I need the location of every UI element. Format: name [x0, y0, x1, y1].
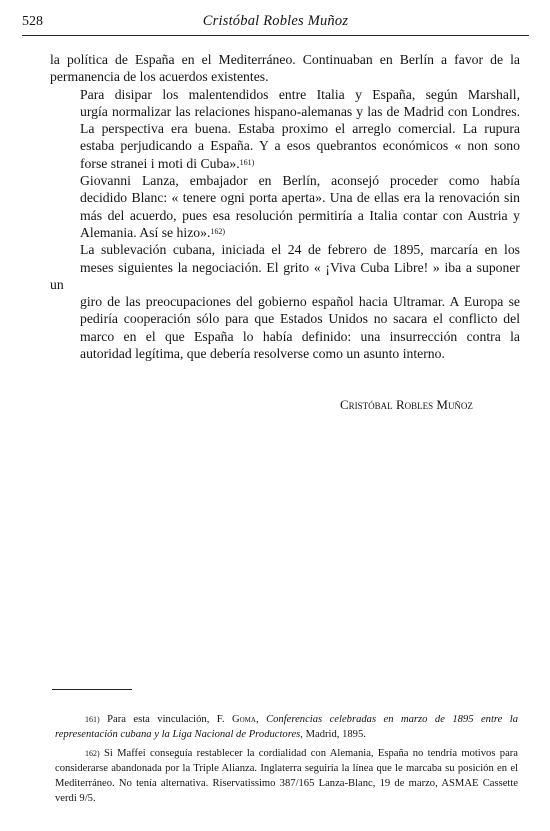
text-line: Alemania. Así se hizo».	[80, 224, 211, 240]
text-line: decidido Blanc: « tenere ogni porta aperta». Una de ellas era la renovación sin	[80, 190, 520, 206]
footnote-161: $^{161)}$ Para esta vinculación, F. Goma, Conferencias celebradas en marzo de 1895 entre la representación cubana y la Liga Nacional de Productores, Madrid, 1895.	[55, 714, 519, 740]
text-line: giro de las preocupaciones del gobierno español hacia Ultramar. A Europa se	[80, 294, 520, 310]
page-header	[22, 12, 529, 36]
text-line: la política de España en el Mediterráneo. Continuaban en Berlín a favor de la	[50, 52, 520, 67]
text-line: autoridad legítima, que debería resolverse como un asunto interno.	[80, 346, 445, 362]
paragraph	[50, 86, 520, 172]
text-line: estaba perjudicando a España. Y a esos quebrantos económicos « non sono	[80, 138, 520, 154]
text-line-with-ref	[50, 224, 520, 241]
text-line: pediría cooperación sólo para que Estados Unidos no sacara el conflicto del	[80, 311, 520, 327]
author-signature	[340, 397, 525, 413]
header-rule	[22, 35, 529, 36]
footnotes	[55, 712, 518, 810]
body-text	[50, 51, 520, 362]
text-line: Giovanni Lanza, embajador en Berlín, aconsejó proceder como había	[80, 173, 520, 189]
running-head: Cristóbal Robles Muñoz	[202, 13, 349, 29]
footnote-ref-161[interactable]: 161)	[239, 157, 255, 167]
paragraph	[50, 51, 520, 86]
sig-rest: uñoz	[447, 397, 473, 412]
footnote-lead: Para esta vinculación, F.	[107, 714, 225, 725]
footnote-ref-162[interactable]: 162)	[210, 226, 226, 236]
text-line: marco en el que España lo había definido: una insurrección contra la	[80, 328, 520, 344]
footnote-title: Conferencias celebradas en marzo de 1895 entre la representación cubana y la Liga Nacional de Productores	[55, 714, 519, 740]
paragraph	[50, 172, 520, 241]
paragraph	[50, 241, 520, 362]
footnote-tail: , Madrid, 1895.	[300, 729, 366, 740]
text-line: permanencia de los acuerdos existentes.	[50, 69, 269, 85]
footnote-author: Goma	[231, 714, 256, 725]
text-line: urgía normalizar las relaciones hispano-alemanas y las de Madrid con Londres.	[80, 103, 520, 119]
footnote-162	[55, 746, 518, 806]
sig-initial: M	[436, 397, 448, 412]
page-number: 528	[22, 14, 43, 29]
footnote-number: 162)	[85, 749, 100, 758]
text-line: forse stranei i moti di Cuba».	[80, 155, 240, 171]
text-line: Para disipar los malentendidos entre Italia y España, según Marshall,	[80, 86, 520, 102]
text-line: meses siguientes la negociación. El grito « ¡Viva Cuba Libre! » iba a suponer un	[50, 259, 520, 292]
text-line: más del acuerdo, pues esa resolución permitiría a Italia contar con Austria y	[80, 207, 520, 223]
text-line: La perspectiva era buena. Estaba proximo el arreglo comercial. La rupura	[80, 121, 520, 137]
sig-initial: R	[395, 397, 405, 412]
footnote-text: Si Maffei conseguía restablecer la cordialidad con Alemania, España no tendría motivos para considerarse abandonada por la Triple Alianza. Inglaterra seguiría la línea que le marcaba su posición en el Mediterráneo. No tenía alternativa. Riservatissimo 387/165 Lanza-Blanc, 19 de marzo, ASMAE Cassette verdi 9/5.	[55, 748, 518, 804]
sig-rest: ristóbal	[348, 397, 393, 412]
text-line-with-ref	[50, 155, 520, 172]
text-line: La sublevación cubana, iniciada el 24 de febrero de 1895, marcaría en los	[80, 242, 520, 258]
footnote-rule	[52, 689, 132, 690]
sig-rest: obles	[404, 397, 434, 412]
footnote-number: 161)	[85, 715, 100, 724]
sig-initial: C	[340, 397, 349, 412]
